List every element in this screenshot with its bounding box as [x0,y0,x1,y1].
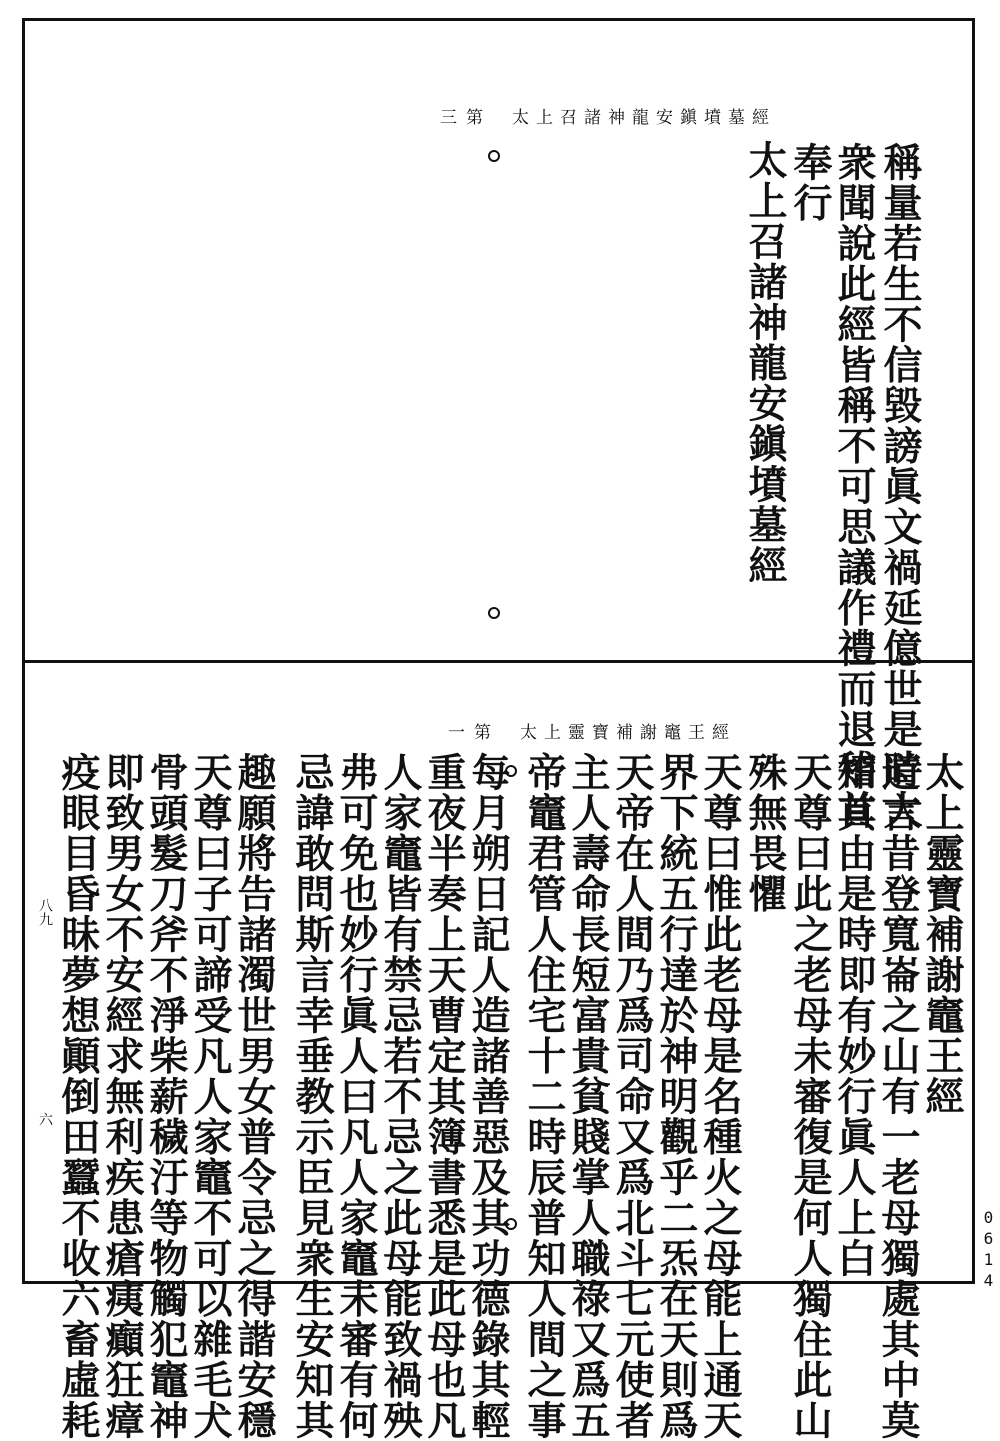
circle-mark [505,1218,517,1230]
bottom-text-column-14: 弗可免也妙行眞人曰凡人家竈未審有何 [333,752,379,1441]
bottom-text-column-4: 天尊曰此之老母未審復是何人獨住此山 [787,752,833,1441]
bottom-text-column-6: 天尊曰惟此老母是名種火之母能上通天 [697,752,743,1441]
bottom-text-column-19: 即致男女不安經求無利疾患瘡痍癲狂瘴 [99,752,145,1441]
bottom-text-column-15: 忌諱敢問斯言幸垂教示臣見衆生安知其 [289,752,335,1441]
bottom-text-column-2: 道言昔登寬崙之山有一老母獨處其中莫 [875,752,921,1441]
top-text-column-3: 奉行 [787,142,833,223]
circle-mark [488,150,500,162]
bottom-header-title: 太上靈寶補謝竈王經 [520,723,736,743]
bottom-text-column-17: 天尊曰子可諦受凡人家竈不可以雜毛犬 [187,752,233,1441]
bottom-text-column-18: 骨頭髮刀斧不淨柴薪穢汙等物觸犯竈神 [143,752,189,1441]
circle-mark [505,765,517,777]
top-header-title: 太上召諸神龍安鎭墳墓經 [512,108,776,128]
top-header-section: 第 [466,108,490,128]
bottom-text-column-13: 人家竈皆有禁忌若不忌之此母能致禍殃 [377,752,423,1441]
bottom-text-column-5: 殊無畏懼 [742,752,788,914]
bottom-text-column-3: 知其由是時即有妙行眞人上白 [831,752,877,1279]
top-header-number: 三 [440,108,464,128]
top-text-column-2: 衆聞說此經皆稱不可思議作禮而退稽首 [831,142,877,831]
bottom-text-column-10: 帝竈君管人住宅十二時辰普知人間之事 [521,752,567,1441]
margin-note-2: 六 [37,1112,53,1126]
margin-note-1: 八九 [37,898,53,926]
bottom-text-column-16: 趣願將告諸濁世男女普令忌之得諧安穩 [231,752,277,1441]
bottom-text-column-9: 主人壽命長短富貴貧賤掌人職祿又爲五 [565,752,611,1441]
top-text-column-title: 太上召諸神龍安鎭墳墓經 [742,140,788,586]
bottom-header-section: 第 [474,723,498,743]
bottom-text-column-1: 太上靈寶補謝竈王經 [919,752,965,1117]
bottom-text-column-7: 界下統五行達於神明觀乎二炁在天則爲 [653,752,699,1441]
bottom-text-column-11: 每月朔日記人造諸善惡及其功德錄其輕 [465,752,511,1441]
top-text-column-1: 稱量若生不信毀謗眞文禍延億世是時大 [877,142,923,831]
bottom-text-column-12: 重夜半奏上天曹定其簿書悉是此母也凡 [421,752,467,1441]
bottom-text-column-20: 疫眼目昏昧夢想顚倒田蠶不收六畜虛耗 [55,752,101,1441]
page-number: 0614 [979,1208,998,1292]
bottom-text-column-8: 天帝在人間乃爲司命又爲北斗七元使者 [609,752,655,1441]
circle-mark [488,607,500,619]
bottom-header-number: 一 [448,723,472,743]
